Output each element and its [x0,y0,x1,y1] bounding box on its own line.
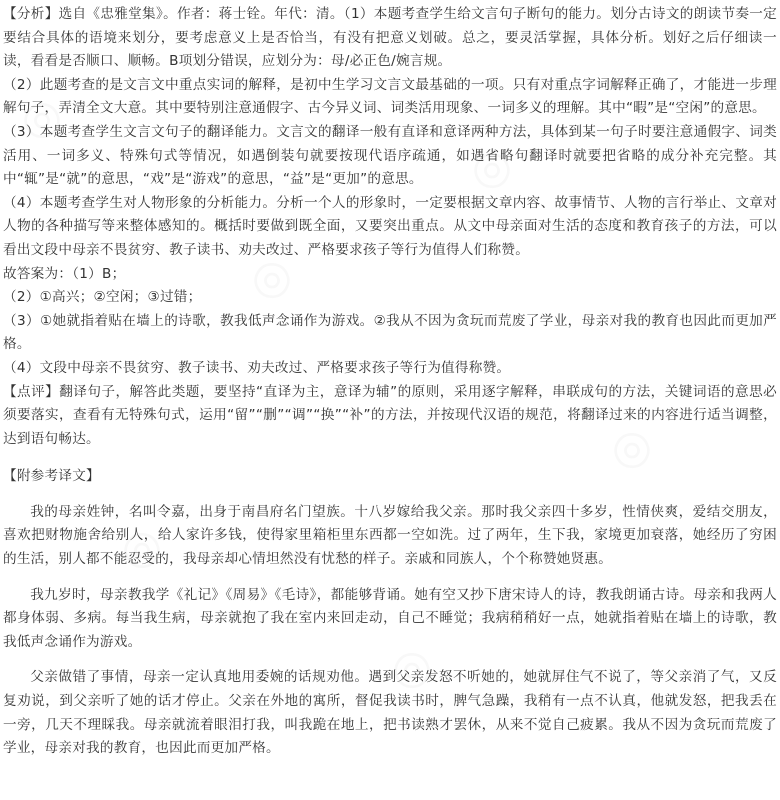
watermark-mark: ◎ [599,413,661,481]
watermark-mark: ◎ [379,633,441,701]
watermark-mark: ◎ [239,243,301,311]
analysis-paragraph-4: （4）本题考查学生对人物形象的分析能力。分析一个人的形象时，一定要根据文章内容、故事情节、人物的言行举止、文章对人物的各种描写等来整体感知的。概括时要做到既全面，又要突出重点。从文中母亲面对生活的态度和教育孩子的方法，可以看出文段中母亲不畏贫穷、教子读书、劝夫改过、严格要求孩子等行为值得人们称赞。 [3,194,777,258]
section-gap [3,451,777,465]
document-body [3,3,777,761]
section-gap [3,489,777,501]
watermark-mark: ◎ [459,133,521,201]
watermark-mark: ◎ [109,513,171,581]
analysis-paragraph-3: （3）本题考查学生文言文句子的翻译能力。文言文的翻译一般有直译和意译两种方法，具体到某一句子时要注意通假字、词类活用、一词多义、特殊句式等情况，如遇倒装句就要按现代语序疏通，如遇省略句翻译时就要把省略的成分补充完整。其中“辄”是“就”的意思，“戏”是“游戏”的意思，“益”是“更加”的意思。 [3,123,777,188]
translation-paragraph-3: 父亲做错了事情，母亲一定认真地用委婉的话规劝他。遇到父亲发怒不听她的，她就屏住气不说了，等父亲消了气，又反复劝说，到父亲听了她的话才停止。父亲在外地的寓所，督促我读书时，脾气急躁，我稍有一点不认真，他就发怒，把我丢在一旁，几天不理睬我。母亲就流着眼泪打我，叫我跪在地上，把书读熟才罢休，从来不觉自己疲累。我从不因为贪玩而荒废了学业，母亲对我的教育，也因此而更加严格。 [3,669,777,757]
comment-paragraph: 【点评】翻译句子，解答此类题，要坚持“直译为主，意译为辅”的原则，采用逐字解释，串联成句的方法，关键词语的意思必须要落实，查看有无特殊句式，运用“留”“删”“调”“换”“补”的方法，并按现代汉语的规范，将翻译过来的内容进行适当调整，达到语句畅达。 [3,383,777,447]
answer-line-3: （3）①她就指着贴在墙上的诗歌，教我低声念诵作为游戏。②我从不因为贪玩而荒废了学业，母亲对我的教育也因此而更加严格。 [3,312,777,353]
analysis-paragraph-2: （2）此题考查的是文言文中重点实词的解释，是初中生学习文言文最基础的一项。只有对重点字词解释正确了，才能进一步理解句子，弄清全文大意。其中要特别注意通假字、古今异义词、词类活用现象、一词多义的理解。其中“暇”是“空闲”的意思。 [3,76,777,117]
translation-paragraph-1: 我的母亲姓钟，名叫令嘉，出身于南昌府名门望族。十八岁嫁给我父亲。那时我父亲四十多岁，性情侠爽，爱结交朋友，喜欢把财物施舍给别人，给人家许多钱，使得家里箱柜里东西都一空如洗。过了两年，生下我，家境更加衰落，她经历了穷困的生活，别人都不能忍受的，我母亲却心情坦然没有忧愁的样子。亲戚和同族人，个个称赞她贤惠。 [3,503,777,568]
paragraph-gap [3,654,777,666]
answer-line-2: （2）①高兴；②空闲；③过错； [3,289,202,306]
paragraph-gap [3,572,777,584]
answer-line-1: 故答案为：（1）B； [3,265,126,282]
analysis-paragraph-1: 【分析】选自《忠雅堂集》。作者：蒋士铨。年代：清。（1）本题考查学生给文言句子断句的能力。划分古诗文的朗读节奏一定要结合具体的语境来划分，要考虑意义上是否恰当，有没有把意义划破。总之，要灵活掌握，具体分析。划好之后仔细读一读，看看是否顺口、顺畅。B项划分错误，应划分为：母/必正色/婉言规。 [3,6,777,70]
appendix-title: 【附参考译文】 [3,468,100,485]
watermark-mark: ◎ [9,83,71,151]
answer-line-4: （4）文段中母亲不畏贫穷、教子读书、劝夫改过、严格要求孩子等行为值得称赞。 [3,359,511,376]
translation-paragraph-2: 我九岁时，母亲教我学《礼记》《周易》《毛诗》，都能够背诵。她有空又抄下唐宋诗人的诗，教我朗诵古诗。母亲和我两人都身体弱、多病。每当我生病，母亲就抱了我在室内来回走动，自己不睡觉；我病稍稍好一点，她就指着贴在墙上的诗歌，教我低声念诵作为游戏。 [3,586,777,650]
